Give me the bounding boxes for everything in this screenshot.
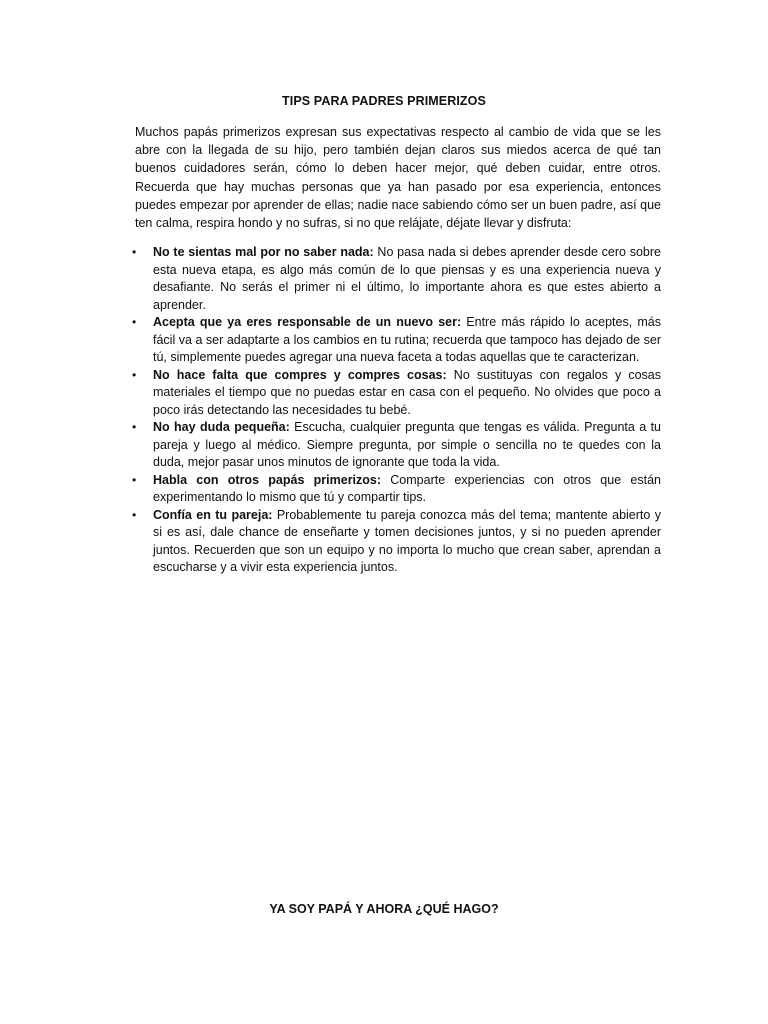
bullet-icon: • (132, 420, 137, 434)
bullet-icon: • (132, 315, 137, 329)
tip-text: Escucha, cualquier pregunta que tengas es válida. Pregunta a tu pareja y luego al médico. Siempre pregunta, por simple o sencilla no te quedes con la duda, mejor pasar unos minutos de ignorante que toda la vida. (153, 420, 661, 469)
list-item (132, 507, 661, 577)
next-section-title: YA SOY PAPÁ Y AHORA ¿QUÉ HAGO? (269, 902, 499, 916)
bullet-icon: • (132, 507, 137, 522)
intro-paragraph: Muchos papás primerizos expresan sus expectativas respecto al cambio de vida que se les abre con la llegada de su hijo, pero también dejan claros sus miedos acerca de qué tan buenos cuidadores serán, cómo lo deben hacer mejor, qué deben cuidar, entre otros. Recuerda que hay muchas personas que ya han pasado por esa experiencia, entonces puedes empezar por aprender de ellas; nadie nace sabiendo cómo ser un buen padre, así que ten calma, respira hondo y no sufras, si no que relájate, déjate llevar y disfruta: (135, 125, 661, 231)
tip-text: Entre más rápido lo aceptes, más fácil va a ser adaptarte a los cambios en tu rutina; recuerda que tampoco has dejado de ser tú, simplemente puedes agregar una nueva faceta a todas aquellas que te caracterizan. (153, 315, 661, 364)
bullet-icon: • (132, 472, 137, 487)
list-item (132, 419, 661, 472)
tip-text: No sustituyas con regalos y cosas materiales el tiempo que no puedas estar en casa con el pequeño. No olvides que poco a poco irás detectando las necesidades tu bebé. (153, 367, 661, 417)
bullet-icon: • (132, 245, 137, 259)
tip-text: Probablemente tu pareja conozca más del tema; mantente abierto y si es así, dale chance de enseñarte y tomen decisiones juntos, y si no pueden aprender juntos. Recuerden que son un equipo y no importa lo mucho que crean saber, aprendan a escucharse y a vivir esta experiencia juntos. (153, 507, 661, 574)
tip-text: Comparte experiencias con otros que están experimentando lo mismo que tú y compartir tips. (153, 472, 661, 504)
tip-heading: Confía en tu pareja: (153, 507, 273, 522)
list-item (132, 367, 661, 420)
list-item (132, 314, 661, 367)
tip-heading: No hace falta que compres y compres cosas: (153, 367, 447, 382)
list-item (132, 472, 661, 507)
tip-heading: No te sientas mal por no saber nada: (153, 245, 374, 259)
tip-heading: Habla con otros papás primerizos: (153, 472, 382, 487)
tips-list (132, 244, 661, 577)
bullet-icon: • (132, 367, 137, 382)
list-item (132, 244, 661, 314)
tip-heading: No hay duda pequeña: (153, 420, 290, 434)
tip-text: No pasa nada si debes aprender desde cero sobre esta nueva etapa, es algo más común de lo que piensas y es una experiencia nueva y desafiante. No serás el primer ni el último, lo importante ahora es que estes abierto a aprender. (153, 245, 661, 312)
tip-heading: Acepta que ya eres responsable de un nuevo ser: (153, 315, 462, 329)
page-title: TIPS PARA PADRES PRIMERIZOS (282, 94, 486, 108)
